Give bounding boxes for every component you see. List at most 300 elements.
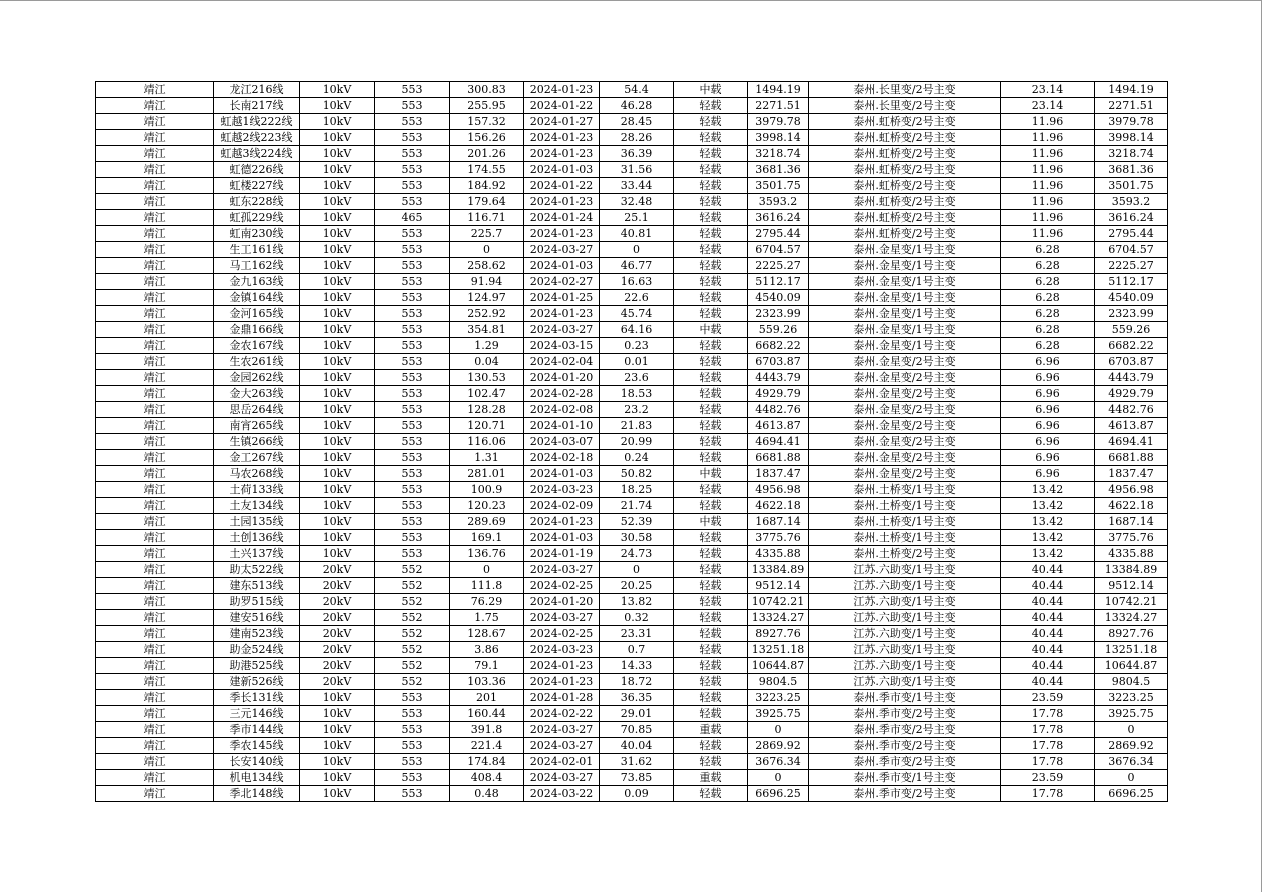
cell-load-status: 轻载: [674, 338, 748, 354]
table-row: [96, 498, 1168, 514]
cell-feeder-name: 季北148线: [214, 786, 300, 802]
cell-substation-transformer: 泰州.金星变/1号主变: [809, 306, 1001, 322]
cell-load-status: 轻载: [674, 418, 748, 434]
cell-feeder-name: 建新526线: [214, 674, 300, 690]
cell-available-capacity: 4443.79: [1095, 370, 1168, 386]
cell-feeder-name: 土友134线: [214, 498, 300, 514]
cell-substation-transformer: 泰州.季市变/1号主变: [809, 690, 1001, 706]
cell-rated-current: 553: [375, 178, 450, 194]
cell-rated-current: 465: [375, 210, 450, 226]
cell-transformer-margin: 23.59: [1001, 690, 1095, 706]
cell-record-date: 2024-01-03: [524, 258, 600, 274]
cell-spare-capacity: 2869.92: [748, 738, 809, 754]
table-row: [96, 322, 1168, 338]
cell-rated-current: 552: [375, 642, 450, 658]
cell-spare-capacity: 6682.22: [748, 338, 809, 354]
cell-load-rate: 30.58: [600, 530, 674, 546]
cell-rated-current: 553: [375, 434, 450, 450]
cell-spare-capacity: 4540.09: [748, 290, 809, 306]
cell-load-rate: 31.62: [600, 754, 674, 770]
cell-load-status: 中载: [674, 466, 748, 482]
cell-spare-capacity: 4443.79: [748, 370, 809, 386]
cell-available-capacity: 4694.41: [1095, 434, 1168, 450]
cell-substation-transformer: 泰州.季市变/1号主变: [809, 770, 1001, 786]
cell-substation-transformer: 泰州.虹桥变/2号主变: [809, 114, 1001, 130]
cell-rated-current: 553: [375, 482, 450, 498]
cell-voltage-level: 10kV: [300, 466, 375, 482]
cell-load-status: 轻载: [674, 658, 748, 674]
cell-record-date: 2024-03-23: [524, 642, 600, 658]
cell-current-load: 169.1: [450, 530, 524, 546]
cell-voltage-level: 10kV: [300, 98, 375, 114]
cell-transformer-margin: 11.96: [1001, 162, 1095, 178]
cell-current-load: 255.95: [450, 98, 524, 114]
table-row: [96, 194, 1168, 210]
cell-feeder-name: 金农167线: [214, 338, 300, 354]
table-row: [96, 658, 1168, 674]
cell-spare-capacity: 3223.25: [748, 690, 809, 706]
cell-load-status: 重载: [674, 770, 748, 786]
cell-feeder-name: 土园135线: [214, 514, 300, 530]
cell-current-load: 79.1: [450, 658, 524, 674]
cell-load-rate: 0.23: [600, 338, 674, 354]
cell-load-status: 中载: [674, 322, 748, 338]
cell-current-load: 354.81: [450, 322, 524, 338]
cell-rated-current: 553: [375, 754, 450, 770]
cell-rated-current: 553: [375, 114, 450, 130]
table-row: [96, 738, 1168, 754]
cell-voltage-level: 20kV: [300, 610, 375, 626]
cell-transformer-margin: 6.28: [1001, 306, 1095, 322]
cell-transformer-margin: 6.96: [1001, 450, 1095, 466]
table-row: [96, 530, 1168, 546]
cell-feeder-name: 金大263线: [214, 386, 300, 402]
cell-available-capacity: 3593.2: [1095, 194, 1168, 210]
cell-transformer-margin: 17.78: [1001, 722, 1095, 738]
cell-spare-capacity: 1837.47: [748, 466, 809, 482]
cell-available-capacity: 8927.76: [1095, 626, 1168, 642]
table-row: [96, 354, 1168, 370]
cell-spare-capacity: 4622.18: [748, 498, 809, 514]
table-row: [96, 514, 1168, 530]
cell-rated-current: 553: [375, 258, 450, 274]
cell-load-status: 轻载: [674, 498, 748, 514]
cell-feeder-name: 虹德226线: [214, 162, 300, 178]
cell-load-status: 轻载: [674, 546, 748, 562]
cell-transformer-margin: 13.42: [1001, 530, 1095, 546]
cell-voltage-level: 10kV: [300, 370, 375, 386]
cell-feeder-name: 机电134线: [214, 770, 300, 786]
cell-feeder-name: 金鼎166线: [214, 322, 300, 338]
cell-voltage-level: 10kV: [300, 770, 375, 786]
cell-county: 靖江: [96, 738, 214, 754]
cell-county: 靖江: [96, 578, 214, 594]
cell-record-date: 2024-02-28: [524, 386, 600, 402]
cell-spare-capacity: 559.26: [748, 322, 809, 338]
cell-record-date: 2024-01-23: [524, 514, 600, 530]
cell-current-load: 136.76: [450, 546, 524, 562]
cell-available-capacity: 3218.74: [1095, 146, 1168, 162]
cell-substation-transformer: 泰州.长里变/2号主变: [809, 82, 1001, 98]
cell-substation-transformer: 泰州.虹桥变/2号主变: [809, 162, 1001, 178]
table-row: [96, 274, 1168, 290]
cell-available-capacity: 2271.51: [1095, 98, 1168, 114]
cell-current-load: 174.84: [450, 754, 524, 770]
cell-substation-transformer: 泰州.土桥变/2号主变: [809, 546, 1001, 562]
cell-county: 靖江: [96, 114, 214, 130]
cell-record-date: 2024-01-23: [524, 146, 600, 162]
cell-load-rate: 33.44: [600, 178, 674, 194]
cell-feeder-name: 助金524线: [214, 642, 300, 658]
table-row: [96, 370, 1168, 386]
cell-spare-capacity: 4335.88: [748, 546, 809, 562]
cell-transformer-margin: 11.96: [1001, 146, 1095, 162]
cell-current-load: 300.83: [450, 82, 524, 98]
cell-load-rate: 21.74: [600, 498, 674, 514]
cell-load-status: 轻载: [674, 210, 748, 226]
cell-voltage-level: 10kV: [300, 194, 375, 210]
cell-transformer-margin: 13.42: [1001, 498, 1095, 514]
cell-voltage-level: 10kV: [300, 226, 375, 242]
cell-rated-current: 553: [375, 786, 450, 802]
cell-county: 靖江: [96, 418, 214, 434]
cell-voltage-level: 10kV: [300, 210, 375, 226]
cell-load-rate: 25.1: [600, 210, 674, 226]
cell-substation-transformer: 泰州.金星变/1号主变: [809, 258, 1001, 274]
cell-load-rate: 0.7: [600, 642, 674, 658]
cell-record-date: 2024-01-03: [524, 530, 600, 546]
cell-rated-current: 553: [375, 162, 450, 178]
cell-voltage-level: 10kV: [300, 274, 375, 290]
cell-available-capacity: 6703.87: [1095, 354, 1168, 370]
cell-voltage-level: 20kV: [300, 562, 375, 578]
cell-load-status: 轻载: [674, 242, 748, 258]
cell-record-date: 2024-03-27: [524, 770, 600, 786]
cell-transformer-margin: 23.14: [1001, 82, 1095, 98]
cell-voltage-level: 10kV: [300, 450, 375, 466]
cell-substation-transformer: 泰州.季市变/2号主变: [809, 722, 1001, 738]
cell-current-load: 120.23: [450, 498, 524, 514]
cell-rated-current: 553: [375, 306, 450, 322]
cell-spare-capacity: 13384.89: [748, 562, 809, 578]
cell-voltage-level: 10kV: [300, 530, 375, 546]
cell-available-capacity: 3998.14: [1095, 130, 1168, 146]
table-row: [96, 130, 1168, 146]
cell-record-date: 2024-01-23: [524, 226, 600, 242]
cell-spare-capacity: 3681.36: [748, 162, 809, 178]
cell-county: 靖江: [96, 354, 214, 370]
cell-current-load: 174.55: [450, 162, 524, 178]
cell-feeder-name: 生农261线: [214, 354, 300, 370]
table-row: [96, 770, 1168, 786]
cell-rated-current: 552: [375, 658, 450, 674]
cell-load-status: 轻载: [674, 642, 748, 658]
cell-current-load: 3.86: [450, 642, 524, 658]
cell-voltage-level: 10kV: [300, 722, 375, 738]
cell-transformer-margin: 6.28: [1001, 338, 1095, 354]
cell-record-date: 2024-02-08: [524, 402, 600, 418]
cell-transformer-margin: 6.28: [1001, 242, 1095, 258]
table-row: [96, 82, 1168, 98]
cell-spare-capacity: 2795.44: [748, 226, 809, 242]
cell-county: 靖江: [96, 146, 214, 162]
cell-county: 靖江: [96, 274, 214, 290]
cell-available-capacity: 3979.78: [1095, 114, 1168, 130]
cell-spare-capacity: 2323.99: [748, 306, 809, 322]
cell-load-status: 轻载: [674, 610, 748, 626]
cell-load-rate: 0: [600, 242, 674, 258]
cell-spare-capacity: 3593.2: [748, 194, 809, 210]
cell-transformer-margin: 6.96: [1001, 418, 1095, 434]
cell-record-date: 2024-03-22: [524, 786, 600, 802]
cell-county: 靖江: [96, 514, 214, 530]
cell-load-status: 轻载: [674, 258, 748, 274]
cell-substation-transformer: 泰州.虹桥变/2号主变: [809, 178, 1001, 194]
cell-spare-capacity: 4929.79: [748, 386, 809, 402]
cell-rated-current: 553: [375, 498, 450, 514]
cell-available-capacity: 1494.19: [1095, 82, 1168, 98]
cell-transformer-margin: 13.42: [1001, 482, 1095, 498]
cell-record-date: 2024-03-07: [524, 434, 600, 450]
cell-load-rate: 40.81: [600, 226, 674, 242]
cell-record-date: 2024-01-03: [524, 466, 600, 482]
cell-spare-capacity: 3775.76: [748, 530, 809, 546]
table-row: [96, 786, 1168, 802]
cell-rated-current: 552: [375, 610, 450, 626]
cell-available-capacity: 6696.25: [1095, 786, 1168, 802]
cell-voltage-level: 10kV: [300, 114, 375, 130]
cell-spare-capacity: 2225.27: [748, 258, 809, 274]
cell-load-status: 轻载: [674, 226, 748, 242]
cell-county: 靖江: [96, 530, 214, 546]
cell-available-capacity: 4540.09: [1095, 290, 1168, 306]
table-row: [96, 418, 1168, 434]
cell-county: 靖江: [96, 562, 214, 578]
cell-rated-current: 553: [375, 450, 450, 466]
cell-available-capacity: 2869.92: [1095, 738, 1168, 754]
cell-spare-capacity: 5112.17: [748, 274, 809, 290]
cell-spare-capacity: 6703.87: [748, 354, 809, 370]
cell-available-capacity: 0: [1095, 722, 1168, 738]
cell-available-capacity: 9804.5: [1095, 674, 1168, 690]
cell-county: 靖江: [96, 610, 214, 626]
cell-available-capacity: 4482.76: [1095, 402, 1168, 418]
cell-available-capacity: 13324.27: [1095, 610, 1168, 626]
cell-load-status: 轻载: [674, 402, 748, 418]
cell-transformer-margin: 6.96: [1001, 370, 1095, 386]
cell-current-load: 1.75: [450, 610, 524, 626]
cell-voltage-level: 20kV: [300, 626, 375, 642]
cell-load-rate: 28.26: [600, 130, 674, 146]
cell-record-date: 2024-01-23: [524, 658, 600, 674]
cell-county: 靖江: [96, 306, 214, 322]
cell-record-date: 2024-03-27: [524, 738, 600, 754]
cell-available-capacity: 2323.99: [1095, 306, 1168, 322]
cell-current-load: 1.29: [450, 338, 524, 354]
cell-spare-capacity: 2271.51: [748, 98, 809, 114]
cell-load-status: 中载: [674, 514, 748, 530]
cell-load-rate: 52.39: [600, 514, 674, 530]
cell-county: 靖江: [96, 402, 214, 418]
table-row: [96, 594, 1168, 610]
cell-record-date: 2024-01-20: [524, 370, 600, 386]
cell-record-date: 2024-03-27: [524, 610, 600, 626]
cell-load-status: 轻载: [674, 562, 748, 578]
cell-rated-current: 553: [375, 370, 450, 386]
cell-county: 靖江: [96, 626, 214, 642]
cell-voltage-level: 10kV: [300, 386, 375, 402]
cell-available-capacity: 6704.57: [1095, 242, 1168, 258]
cell-transformer-margin: 6.28: [1001, 274, 1095, 290]
cell-record-date: 2024-01-23: [524, 306, 600, 322]
table-row: [96, 690, 1168, 706]
cell-feeder-name: 马农268线: [214, 466, 300, 482]
cell-voltage-level: 10kV: [300, 738, 375, 754]
cell-transformer-margin: 11.96: [1001, 194, 1095, 210]
cell-rated-current: 553: [375, 770, 450, 786]
cell-record-date: 2024-03-23: [524, 482, 600, 498]
cell-voltage-level: 20kV: [300, 658, 375, 674]
table-row: [96, 626, 1168, 642]
cell-county: 靖江: [96, 786, 214, 802]
cell-current-load: 156.26: [450, 130, 524, 146]
cell-substation-transformer: 泰州.金星变/2号主变: [809, 370, 1001, 386]
cell-record-date: 2024-02-09: [524, 498, 600, 514]
cell-transformer-margin: 11.96: [1001, 210, 1095, 226]
cell-voltage-level: 10kV: [300, 498, 375, 514]
cell-available-capacity: 3681.36: [1095, 162, 1168, 178]
table-row: [96, 338, 1168, 354]
cell-substation-transformer: 泰州.金星变/2号主变: [809, 434, 1001, 450]
table-row: [96, 722, 1168, 738]
cell-rated-current: 553: [375, 466, 450, 482]
cell-load-rate: 16.63: [600, 274, 674, 290]
cell-substation-transformer: 江苏.六助变/1号主变: [809, 562, 1001, 578]
cell-record-date: 2024-03-27: [524, 242, 600, 258]
cell-rated-current: 553: [375, 242, 450, 258]
cell-feeder-name: 虹东228线: [214, 194, 300, 210]
cell-county: 靖江: [96, 546, 214, 562]
cell-record-date: 2024-01-24: [524, 210, 600, 226]
cell-county: 靖江: [96, 82, 214, 98]
cell-load-status: 轻载: [674, 306, 748, 322]
cell-load-rate: 36.35: [600, 690, 674, 706]
cell-load-status: 轻载: [674, 690, 748, 706]
cell-rated-current: 553: [375, 146, 450, 162]
cell-feeder-name: 金九163线: [214, 274, 300, 290]
cell-county: 靖江: [96, 258, 214, 274]
cell-feeder-name: 金河165线: [214, 306, 300, 322]
cell-current-load: 201: [450, 690, 524, 706]
cell-current-load: 128.67: [450, 626, 524, 642]
cell-available-capacity: 4622.18: [1095, 498, 1168, 514]
cell-feeder-name: 南宵265线: [214, 418, 300, 434]
feeder-load-table: [95, 81, 1168, 802]
cell-county: 靖江: [96, 322, 214, 338]
cell-spare-capacity: 4613.87: [748, 418, 809, 434]
cell-available-capacity: 559.26: [1095, 322, 1168, 338]
cell-load-status: 轻载: [674, 450, 748, 466]
cell-transformer-margin: 17.78: [1001, 754, 1095, 770]
cell-county: 靖江: [96, 754, 214, 770]
cell-available-capacity: 5112.17: [1095, 274, 1168, 290]
cell-county: 靖江: [96, 370, 214, 386]
cell-county: 靖江: [96, 242, 214, 258]
cell-record-date: 2024-03-27: [524, 722, 600, 738]
cell-substation-transformer: 江苏.六助变/1号主变: [809, 674, 1001, 690]
cell-record-date: 2024-01-22: [524, 98, 600, 114]
cell-feeder-name: 建东513线: [214, 578, 300, 594]
cell-voltage-level: 10kV: [300, 306, 375, 322]
table-row: [96, 242, 1168, 258]
cell-voltage-level: 10kV: [300, 338, 375, 354]
cell-available-capacity: 3676.34: [1095, 754, 1168, 770]
cell-rated-current: 553: [375, 706, 450, 722]
cell-available-capacity: 1837.47: [1095, 466, 1168, 482]
table-row: [96, 226, 1168, 242]
cell-load-status: 轻载: [674, 674, 748, 690]
table-row: [96, 386, 1168, 402]
cell-voltage-level: 10kV: [300, 706, 375, 722]
table-row: [96, 178, 1168, 194]
cell-load-status: 轻载: [674, 162, 748, 178]
cell-transformer-margin: 6.96: [1001, 386, 1095, 402]
cell-rated-current: 553: [375, 290, 450, 306]
cell-rated-current: 553: [375, 82, 450, 98]
cell-load-rate: 14.33: [600, 658, 674, 674]
cell-transformer-margin: 6.28: [1001, 258, 1095, 274]
table-row: [96, 754, 1168, 770]
cell-load-rate: 18.72: [600, 674, 674, 690]
cell-record-date: 2024-01-28: [524, 690, 600, 706]
cell-transformer-margin: 40.44: [1001, 658, 1095, 674]
table-row: [96, 450, 1168, 466]
cell-available-capacity: 10742.21: [1095, 594, 1168, 610]
cell-rated-current: 553: [375, 386, 450, 402]
cell-current-load: 124.97: [450, 290, 524, 306]
cell-spare-capacity: 4956.98: [748, 482, 809, 498]
cell-available-capacity: 1687.14: [1095, 514, 1168, 530]
cell-current-load: 111.8: [450, 578, 524, 594]
cell-voltage-level: 20kV: [300, 674, 375, 690]
cell-substation-transformer: 泰州.土桥变/1号主变: [809, 498, 1001, 514]
cell-voltage-level: 10kV: [300, 418, 375, 434]
cell-rated-current: 553: [375, 274, 450, 290]
cell-current-load: 0: [450, 562, 524, 578]
cell-substation-transformer: 江苏.六助变/1号主变: [809, 642, 1001, 658]
cell-county: 靖江: [96, 130, 214, 146]
cell-available-capacity: 13251.18: [1095, 642, 1168, 658]
cell-feeder-name: 助港525线: [214, 658, 300, 674]
cell-spare-capacity: 3501.75: [748, 178, 809, 194]
cell-voltage-level: 10kV: [300, 82, 375, 98]
cell-transformer-margin: 17.78: [1001, 738, 1095, 754]
cell-county: 靖江: [96, 706, 214, 722]
cell-voltage-level: 10kV: [300, 178, 375, 194]
cell-transformer-margin: 40.44: [1001, 594, 1095, 610]
cell-substation-transformer: 泰州.土桥变/1号主变: [809, 482, 1001, 498]
cell-record-date: 2024-02-25: [524, 626, 600, 642]
cell-transformer-margin: 17.78: [1001, 786, 1095, 802]
table-row: [96, 434, 1168, 450]
cell-current-load: 128.28: [450, 402, 524, 418]
table-row: [96, 562, 1168, 578]
cell-record-date: 2024-02-22: [524, 706, 600, 722]
cell-rated-current: 553: [375, 226, 450, 242]
cell-load-rate: 20.25: [600, 578, 674, 594]
cell-substation-transformer: 泰州.金星变/2号主变: [809, 386, 1001, 402]
table-row: [96, 674, 1168, 690]
